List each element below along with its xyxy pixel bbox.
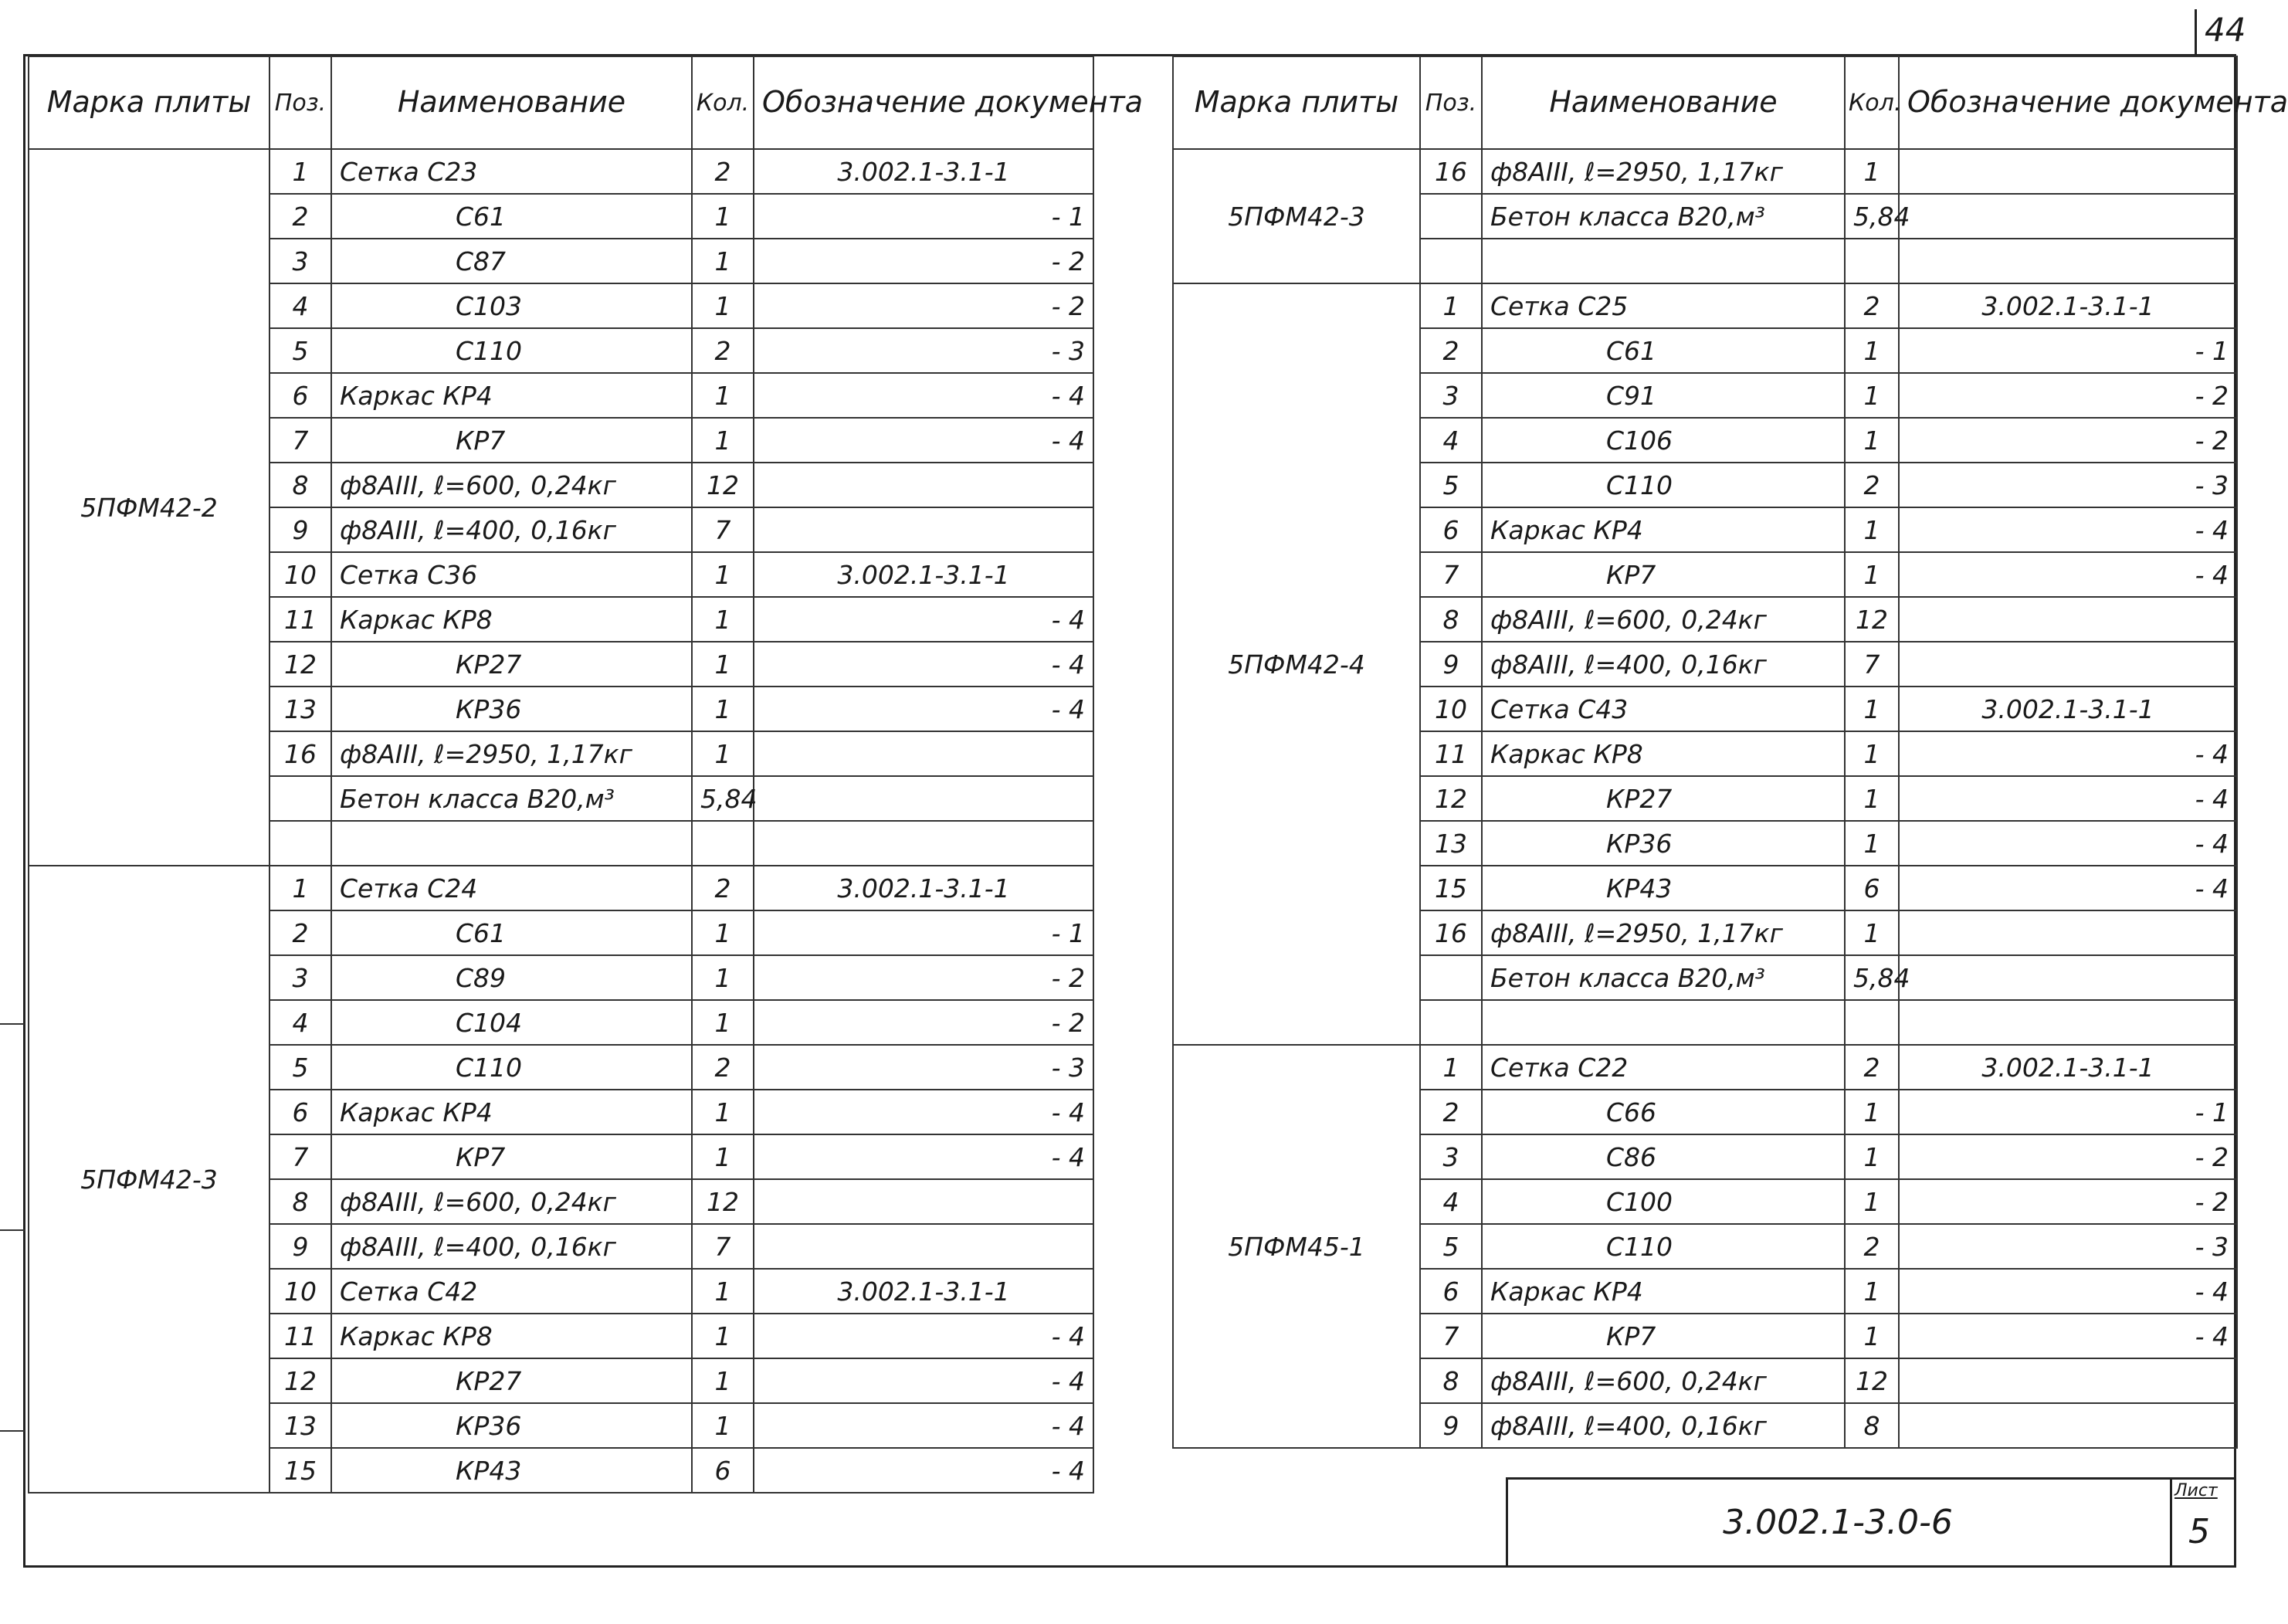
doc-cell: 3.002.1-3.1-1 xyxy=(754,149,1093,194)
name-cell: Каркас КР8 xyxy=(331,597,692,642)
doc-cell xyxy=(1899,1403,2237,1448)
name-cell: Каркас КР8 xyxy=(331,1314,692,1358)
kol-cell: 2 xyxy=(692,149,754,194)
doc-cell: - 4 xyxy=(1899,866,2237,910)
doc-cell: - 1 xyxy=(754,194,1093,239)
poz-cell: 8 xyxy=(1420,1358,1482,1403)
header-name: Наименование xyxy=(1482,56,1845,149)
kol-cell: 1 xyxy=(692,1000,754,1045)
poz-cell: 4 xyxy=(269,283,331,328)
doc-cell: 3.002.1-3.1-1 xyxy=(754,1269,1093,1314)
document-code: 3.002.1-3.0-6 xyxy=(1723,1503,1953,1542)
poz-cell xyxy=(269,821,331,866)
name-cell: Сетка С36 xyxy=(331,552,692,597)
kol-cell: 1 xyxy=(692,642,754,687)
name-cell: ф8АIII, ℓ=400, 0,16кг xyxy=(1482,642,1845,687)
name-cell: С61 xyxy=(1482,328,1845,373)
kol-cell: 1 xyxy=(692,552,754,597)
kol-cell: 8 xyxy=(1845,1403,1899,1448)
poz-cell: 2 xyxy=(1420,328,1482,373)
poz-cell xyxy=(1420,955,1482,1000)
name-cell: ф8АIII, ℓ=600, 0,24кг xyxy=(1482,597,1845,642)
poz-cell: 11 xyxy=(269,1314,331,1358)
kol-cell: 1 xyxy=(692,687,754,731)
name-cell: Каркас КР8 xyxy=(1482,731,1845,776)
name-cell: Сетка С42 xyxy=(331,1269,692,1314)
header-name: Наименование xyxy=(331,56,692,149)
poz-cell: 15 xyxy=(1420,866,1482,910)
poz-cell: 3 xyxy=(1420,373,1482,418)
name-cell: Бетон класса В20,м³ xyxy=(1482,194,1845,239)
doc-cell xyxy=(754,776,1093,821)
doc-cell xyxy=(1899,642,2237,687)
name-cell: КР7 xyxy=(1482,552,1845,597)
kol-cell: 1 xyxy=(1845,1314,1899,1358)
kol-cell: 1 xyxy=(1845,507,1899,552)
kol-cell: 1 xyxy=(1845,418,1899,463)
doc-cell xyxy=(1899,910,2237,955)
doc-cell: 3.002.1-3.1-1 xyxy=(1899,687,2237,731)
name-cell: Сетка С23 xyxy=(331,149,692,194)
kol-cell xyxy=(1845,239,1899,283)
poz-cell: 4 xyxy=(1420,1179,1482,1224)
kol-cell: 5,84 xyxy=(692,776,754,821)
name-cell: С106 xyxy=(1482,418,1845,463)
name-cell: С61 xyxy=(331,910,692,955)
doc-cell: - 2 xyxy=(1899,418,2237,463)
doc-cell xyxy=(754,1224,1093,1269)
poz-cell: 6 xyxy=(269,1090,331,1134)
kol-cell: 1 xyxy=(692,194,754,239)
poz-cell: 9 xyxy=(269,507,331,552)
kol-cell: 12 xyxy=(1845,597,1899,642)
poz-cell: 9 xyxy=(269,1224,331,1269)
doc-cell xyxy=(754,463,1093,507)
poz-cell: 16 xyxy=(1420,910,1482,955)
kol-cell: 12 xyxy=(692,1179,754,1224)
poz-cell: 7 xyxy=(269,1134,331,1179)
kol-cell: 2 xyxy=(1845,1045,1899,1090)
poz-cell: 11 xyxy=(1420,731,1482,776)
header-kol: Кол. xyxy=(1845,56,1899,149)
poz-cell: 5 xyxy=(1420,1224,1482,1269)
name-cell: ф8АIII, ℓ=2950, 1,17кг xyxy=(331,731,692,776)
kol-cell: 1 xyxy=(1845,552,1899,597)
poz-cell: 3 xyxy=(269,955,331,1000)
header-poz: Поз. xyxy=(1420,56,1482,149)
kol-cell xyxy=(692,821,754,866)
kol-cell: 6 xyxy=(692,1448,754,1493)
name-cell: Каркас КР4 xyxy=(1482,1269,1845,1314)
name-cell: Бетон класса В20,м³ xyxy=(331,776,692,821)
poz-cell: 10 xyxy=(269,552,331,597)
kol-cell: 1 xyxy=(1845,821,1899,866)
poz-cell: 2 xyxy=(1420,1090,1482,1134)
doc-cell: - 4 xyxy=(754,1134,1093,1179)
poz-cell: 7 xyxy=(269,418,331,463)
name-cell: С87 xyxy=(331,239,692,283)
poz-cell: 13 xyxy=(1420,821,1482,866)
poz-cell: 9 xyxy=(1420,642,1482,687)
poz-cell: 2 xyxy=(269,910,331,955)
poz-cell: 3 xyxy=(269,239,331,283)
page-number: 44 xyxy=(2205,11,2246,49)
doc-cell: - 4 xyxy=(754,597,1093,642)
name-cell: С66 xyxy=(1482,1090,1845,1134)
doc-cell xyxy=(754,507,1093,552)
poz-cell xyxy=(1420,239,1482,283)
kol-cell: 1 xyxy=(1845,1179,1899,1224)
name-cell: КР36 xyxy=(1482,821,1845,866)
doc-cell: 3.002.1-3.1-1 xyxy=(1899,283,2237,328)
name-cell: С103 xyxy=(331,283,692,328)
spec-row xyxy=(29,866,1093,910)
poz-cell: 13 xyxy=(269,1403,331,1448)
doc-cell: - 4 xyxy=(1899,552,2237,597)
doc-cell: - 4 xyxy=(1899,507,2237,552)
poz-cell: 7 xyxy=(1420,1314,1482,1358)
kol-cell: 1 xyxy=(692,239,754,283)
doc-cell: - 2 xyxy=(1899,1179,2237,1224)
name-cell: Сетка С22 xyxy=(1482,1045,1845,1090)
header-poz: Поз. xyxy=(269,56,331,149)
poz-cell: 10 xyxy=(269,1269,331,1314)
doc-cell: - 2 xyxy=(754,1000,1093,1045)
doc-cell: 3.002.1-3.1-1 xyxy=(1899,1045,2237,1090)
name-cell: ф8АIII, ℓ=2950, 1,17кг xyxy=(1482,910,1845,955)
poz-cell: 6 xyxy=(1420,1269,1482,1314)
margin-tick xyxy=(0,1430,25,1432)
spec-row xyxy=(1173,149,2237,194)
poz-cell: 8 xyxy=(1420,597,1482,642)
kol-cell: 1 xyxy=(692,1314,754,1358)
name-cell: КР27 xyxy=(331,1358,692,1403)
poz-cell: 2 xyxy=(269,194,331,239)
doc-cell xyxy=(1899,1358,2237,1403)
doc-cell: - 4 xyxy=(1899,1314,2237,1358)
name-cell: ф8АIII, ℓ=400, 0,16кг xyxy=(331,507,692,552)
name-cell: КР27 xyxy=(331,642,692,687)
kol-cell: 1 xyxy=(1845,1269,1899,1314)
name-cell: КР27 xyxy=(1482,776,1845,821)
kol-cell: 1 xyxy=(692,373,754,418)
header-row xyxy=(1173,56,2237,149)
doc-cell: - 3 xyxy=(1899,1224,2237,1269)
name-cell: С91 xyxy=(1482,373,1845,418)
name-cell: С100 xyxy=(1482,1179,1845,1224)
poz-cell: 15 xyxy=(269,1448,331,1493)
spec-row xyxy=(1173,283,2237,328)
poz-cell: 4 xyxy=(1420,418,1482,463)
doc-cell: 3.002.1-3.1-1 xyxy=(754,552,1093,597)
kol-cell: 7 xyxy=(692,507,754,552)
name-cell: КР43 xyxy=(1482,866,1845,910)
kol-cell: 5,84 xyxy=(1845,194,1899,239)
marka-cell: 5ПФМ42-3 xyxy=(1173,149,1420,283)
poz-cell: 12 xyxy=(269,642,331,687)
marka-cell: 5ПФМ45-1 xyxy=(1173,1045,1420,1448)
name-cell xyxy=(1482,239,1845,283)
marka-cell: 5ПФМ42-3 xyxy=(29,866,269,1493)
doc-cell: - 2 xyxy=(754,283,1093,328)
doc-cell: - 4 xyxy=(754,373,1093,418)
name-cell: Сетка С25 xyxy=(1482,283,1845,328)
poz-cell: 8 xyxy=(269,1179,331,1224)
kol-cell xyxy=(1845,1000,1899,1045)
kol-cell: 1 xyxy=(1845,373,1899,418)
doc-cell xyxy=(754,821,1093,866)
poz-cell xyxy=(1420,1000,1482,1045)
poz-cell: 7 xyxy=(1420,552,1482,597)
doc-cell: - 4 xyxy=(754,642,1093,687)
poz-cell: 1 xyxy=(269,866,331,910)
poz-cell: 12 xyxy=(269,1358,331,1403)
poz-cell: 8 xyxy=(269,463,331,507)
kol-cell: 1 xyxy=(692,418,754,463)
doc-cell: - 4 xyxy=(1899,821,2237,866)
kol-cell: 1 xyxy=(692,731,754,776)
left-spec-body xyxy=(29,149,1093,1493)
kol-cell: 1 xyxy=(1845,1090,1899,1134)
name-cell: Бетон класса В20,м³ xyxy=(1482,955,1845,1000)
name-cell: Каркас КР4 xyxy=(1482,507,1845,552)
name-cell: С61 xyxy=(331,194,692,239)
name-cell: С110 xyxy=(331,328,692,373)
spec-row xyxy=(1173,1045,2237,1090)
marka-cell: 5ПФМ42-4 xyxy=(1173,283,1420,1045)
kol-cell: 1 xyxy=(692,1090,754,1134)
doc-cell xyxy=(1899,194,2237,239)
name-cell: ф8АIII, ℓ=2950, 1,17кг xyxy=(1482,149,1845,194)
poz-cell: 6 xyxy=(269,373,331,418)
kol-cell: 1 xyxy=(692,955,754,1000)
name-cell: ф8АIII, ℓ=400, 0,16кг xyxy=(331,1224,692,1269)
name-cell: Каркас КР4 xyxy=(331,1090,692,1134)
left-spec-table xyxy=(28,56,1144,1493)
doc-cell xyxy=(1899,597,2237,642)
header-doc: Обозначение документа xyxy=(1899,56,2237,149)
name-cell: ф8АIII, ℓ=400, 0,16кг xyxy=(1482,1403,1845,1448)
doc-cell xyxy=(1899,955,2237,1000)
doc-cell xyxy=(1899,149,2237,194)
margin-tick xyxy=(0,1229,25,1231)
poz-cell: 6 xyxy=(1420,507,1482,552)
poz-cell: 1 xyxy=(269,149,331,194)
poz-cell xyxy=(269,776,331,821)
kol-cell: 12 xyxy=(692,463,754,507)
name-cell: Сетка С24 xyxy=(331,866,692,910)
kol-cell: 7 xyxy=(692,1224,754,1269)
name-cell: ф8АIII, ℓ=600, 0,24кг xyxy=(1482,1358,1845,1403)
name-cell: Каркас КР4 xyxy=(331,373,692,418)
poz-cell: 4 xyxy=(269,1000,331,1045)
name-cell: С110 xyxy=(1482,1224,1845,1269)
name-cell: КР7 xyxy=(1482,1314,1845,1358)
kol-cell: 2 xyxy=(692,866,754,910)
name-cell: КР7 xyxy=(331,1134,692,1179)
doc-cell: - 1 xyxy=(754,910,1093,955)
kol-cell: 2 xyxy=(1845,463,1899,507)
sheet-number: 5 xyxy=(2188,1512,2210,1551)
doc-cell xyxy=(1899,1000,2237,1045)
name-cell: КР36 xyxy=(331,687,692,731)
header-row xyxy=(29,56,1093,149)
doc-cell xyxy=(1899,239,2237,283)
poz-cell: 9 xyxy=(1420,1403,1482,1448)
poz-cell: 12 xyxy=(1420,776,1482,821)
doc-cell: - 3 xyxy=(754,1045,1093,1090)
kol-cell: 5,84 xyxy=(1845,955,1899,1000)
doc-cell: - 2 xyxy=(754,955,1093,1000)
name-cell: КР7 xyxy=(331,418,692,463)
name-cell xyxy=(331,821,692,866)
doc-cell: - 4 xyxy=(1899,776,2237,821)
poz-cell: 3 xyxy=(1420,1134,1482,1179)
doc-cell: - 4 xyxy=(1899,1269,2237,1314)
kol-cell: 7 xyxy=(1845,642,1899,687)
poz-cell: 1 xyxy=(1420,283,1482,328)
name-cell: С86 xyxy=(1482,1134,1845,1179)
doc-cell xyxy=(754,731,1093,776)
doc-cell: - 4 xyxy=(1899,731,2237,776)
kol-cell: 2 xyxy=(692,328,754,373)
doc-cell: - 4 xyxy=(754,1358,1093,1403)
kol-cell: 1 xyxy=(692,910,754,955)
doc-cell: - 2 xyxy=(754,239,1093,283)
kol-cell: 12 xyxy=(1845,1358,1899,1403)
poz-cell: 5 xyxy=(269,328,331,373)
name-cell: КР36 xyxy=(331,1403,692,1448)
doc-cell: - 2 xyxy=(1899,1134,2237,1179)
kol-cell: 1 xyxy=(692,1269,754,1314)
kol-cell: 6 xyxy=(1845,866,1899,910)
name-cell: С110 xyxy=(1482,463,1845,507)
sheet-label: Лист xyxy=(2174,1481,2218,1500)
name-cell: С104 xyxy=(331,1000,692,1045)
kol-cell: 1 xyxy=(1845,1134,1899,1179)
kol-cell: 1 xyxy=(1845,687,1899,731)
poz-cell: 1 xyxy=(1420,1045,1482,1090)
doc-cell: - 4 xyxy=(754,1448,1093,1493)
doc-cell xyxy=(754,1179,1093,1224)
poz-cell: 16 xyxy=(269,731,331,776)
poz-cell: 16 xyxy=(1420,149,1482,194)
kol-cell: 1 xyxy=(692,1134,754,1179)
poz-cell: 5 xyxy=(269,1045,331,1090)
name-cell: КР43 xyxy=(331,1448,692,1493)
kol-cell: 2 xyxy=(692,1045,754,1090)
doc-cell: - 3 xyxy=(754,328,1093,373)
name-cell xyxy=(1482,1000,1845,1045)
header-doc: Обозначение документа xyxy=(754,56,1093,149)
doc-cell: - 3 xyxy=(1899,463,2237,507)
name-cell: С110 xyxy=(331,1045,692,1090)
doc-cell: - 1 xyxy=(1899,328,2237,373)
kol-cell: 2 xyxy=(1845,1224,1899,1269)
right-spec-table xyxy=(1172,56,2288,1449)
kol-cell: 1 xyxy=(692,1403,754,1448)
kol-cell: 1 xyxy=(692,1358,754,1403)
kol-cell: 1 xyxy=(692,283,754,328)
doc-cell: - 1 xyxy=(1899,1090,2237,1134)
doc-cell: 3.002.1-3.1-1 xyxy=(754,866,1093,910)
page-number-rule xyxy=(2195,9,2197,57)
name-cell: ф8АIII, ℓ=600, 0,24кг xyxy=(331,1179,692,1224)
name-cell: Сетка С43 xyxy=(1482,687,1845,731)
kol-cell: 2 xyxy=(1845,283,1899,328)
doc-cell: - 4 xyxy=(754,1090,1093,1134)
margin-tick xyxy=(0,1023,25,1025)
kol-cell: 1 xyxy=(1845,328,1899,373)
doc-cell: - 4 xyxy=(754,1314,1093,1358)
kol-cell: 1 xyxy=(1845,776,1899,821)
kol-cell: 1 xyxy=(1845,910,1899,955)
marka-cell: 5ПФМ42-2 xyxy=(29,149,269,866)
poz-cell: 13 xyxy=(269,687,331,731)
poz-cell xyxy=(1420,194,1482,239)
header-kol: Кол. xyxy=(692,56,754,149)
doc-cell: - 4 xyxy=(754,687,1093,731)
spec-row xyxy=(29,149,1093,194)
header-marka: Марка плиты xyxy=(1173,56,1420,149)
right-spec-body xyxy=(1173,149,2237,1448)
name-cell: С89 xyxy=(331,955,692,1000)
kol-cell: 1 xyxy=(1845,149,1899,194)
doc-cell: - 4 xyxy=(754,1403,1093,1448)
poz-cell: 10 xyxy=(1420,687,1482,731)
doc-cell: - 2 xyxy=(1899,373,2237,418)
kol-cell: 1 xyxy=(692,597,754,642)
poz-cell: 11 xyxy=(269,597,331,642)
header-marka: Марка плиты xyxy=(29,56,269,149)
kol-cell: 1 xyxy=(1845,731,1899,776)
poz-cell: 5 xyxy=(1420,463,1482,507)
doc-cell: - 4 xyxy=(754,418,1093,463)
name-cell: ф8АIII, ℓ=600, 0,24кг xyxy=(331,463,692,507)
